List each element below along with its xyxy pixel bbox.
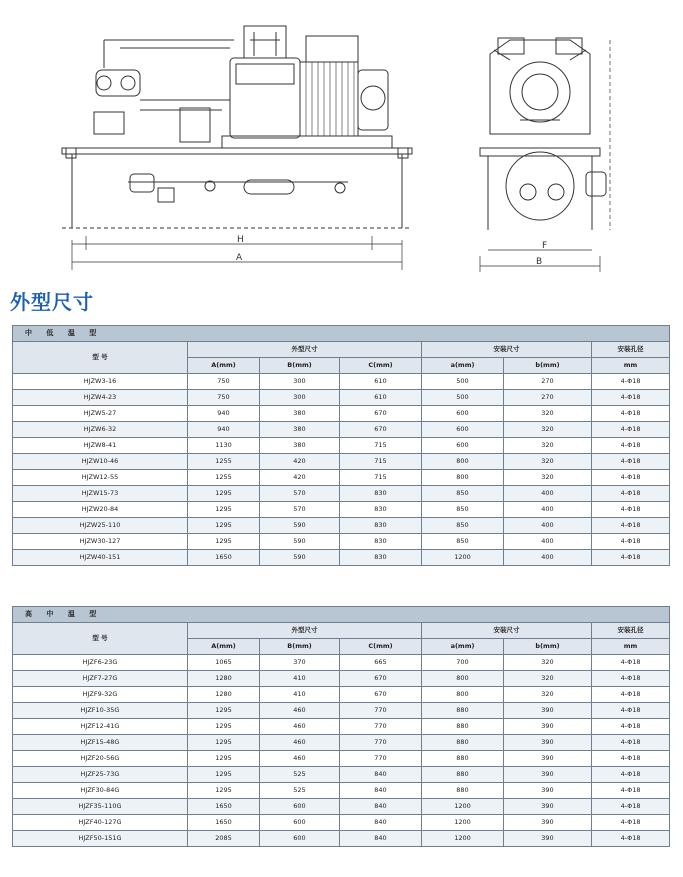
table-row — [13, 406, 670, 422]
value-cell: 4-Φ18 — [592, 831, 670, 847]
value-cell: 270 — [504, 374, 592, 390]
value-cell: 4-Φ18 — [592, 767, 670, 783]
value-cell: 1295 — [188, 502, 260, 518]
value-cell: 880 — [422, 703, 504, 719]
table-banner — [13, 326, 670, 342]
table-row — [13, 815, 670, 831]
value-cell: 770 — [340, 719, 422, 735]
value-cell: 410 — [260, 671, 340, 687]
value-cell: 1295 — [188, 751, 260, 767]
value-cell: 410 — [260, 687, 340, 703]
value-cell: 500 — [422, 374, 504, 390]
value-cell: 600 — [260, 831, 340, 847]
value-cell: 320 — [504, 470, 592, 486]
table-banner-label: 中 低 温 型 — [13, 326, 670, 342]
value-cell: 390 — [504, 719, 592, 735]
header-col: A(mm) — [188, 639, 260, 655]
value-cell: 390 — [504, 783, 592, 799]
value-cell: 850 — [422, 486, 504, 502]
table-row — [13, 671, 670, 687]
value-cell: 4-Φ18 — [592, 438, 670, 454]
value-cell: 600 — [422, 422, 504, 438]
header-model: 型 号 — [13, 623, 188, 655]
value-cell: 750 — [188, 374, 260, 390]
value-cell: 590 — [260, 518, 340, 534]
value-cell: 4-Φ18 — [592, 719, 670, 735]
table-row — [13, 422, 670, 438]
model-cell: HJZW5-27 — [13, 406, 188, 422]
header-col: mm — [592, 358, 670, 374]
table-row — [13, 502, 670, 518]
value-cell: 400 — [504, 534, 592, 550]
value-cell: 715 — [340, 438, 422, 454]
value-cell: 570 — [260, 502, 340, 518]
value-cell: 390 — [504, 735, 592, 751]
value-cell: 1200 — [422, 815, 504, 831]
header-install-dims: 安装尺寸 — [422, 342, 592, 358]
table-row — [13, 767, 670, 783]
header-col: B(mm) — [260, 639, 340, 655]
value-cell: 370 — [260, 655, 340, 671]
value-cell: 610 — [340, 390, 422, 406]
value-cell: 800 — [422, 470, 504, 486]
table-row — [13, 735, 670, 751]
value-cell: 1280 — [188, 687, 260, 703]
value-cell: 850 — [422, 502, 504, 518]
value-cell: 380 — [260, 422, 340, 438]
value-cell: 670 — [340, 422, 422, 438]
value-cell: 770 — [340, 751, 422, 767]
value-cell: 800 — [422, 687, 504, 703]
value-cell: 300 — [260, 374, 340, 390]
value-cell: 320 — [504, 406, 592, 422]
value-cell: 1295 — [188, 534, 260, 550]
value-cell: 610 — [340, 374, 422, 390]
value-cell: 850 — [422, 534, 504, 550]
value-cell: 840 — [340, 767, 422, 783]
model-cell: HJZF10-35G — [13, 703, 188, 719]
value-cell: 4-Φ18 — [592, 783, 670, 799]
model-cell: HJZW6-32 — [13, 422, 188, 438]
value-cell: 300 — [260, 390, 340, 406]
value-cell: 4-Φ18 — [592, 390, 670, 406]
value-cell: 830 — [340, 518, 422, 534]
value-cell: 600 — [260, 815, 340, 831]
header-col: mm — [592, 639, 670, 655]
model-cell: HJZF50-151G — [13, 831, 188, 847]
model-cell: HJZF30-84G — [13, 783, 188, 799]
model-cell: HJZF7-27G — [13, 671, 188, 687]
value-cell: 830 — [340, 550, 422, 566]
value-cell: 2085 — [188, 831, 260, 847]
table-row — [13, 374, 670, 390]
model-cell: HJZW40-151 — [13, 550, 188, 566]
table-row — [13, 687, 670, 703]
value-cell: 4-Φ18 — [592, 374, 670, 390]
value-cell: 4-Φ18 — [592, 502, 670, 518]
value-cell: 715 — [340, 470, 422, 486]
value-cell: 380 — [260, 438, 340, 454]
value-cell: 320 — [504, 454, 592, 470]
value-cell: 830 — [340, 534, 422, 550]
value-cell: 525 — [260, 783, 340, 799]
value-cell: 840 — [340, 831, 422, 847]
value-cell: 400 — [504, 486, 592, 502]
value-cell: 390 — [504, 703, 592, 719]
table-row — [13, 703, 670, 719]
table-header-row — [13, 342, 670, 358]
value-cell: 1200 — [422, 550, 504, 566]
value-cell: 4-Φ18 — [592, 486, 670, 502]
header-hole: 安装孔径 — [592, 342, 670, 358]
value-cell: 670 — [340, 406, 422, 422]
table-banner — [13, 607, 670, 623]
value-cell: 1255 — [188, 454, 260, 470]
value-cell: 850 — [422, 518, 504, 534]
table-row — [13, 783, 670, 799]
header-col: A(mm) — [188, 358, 260, 374]
value-cell: 320 — [504, 438, 592, 454]
value-cell: 770 — [340, 703, 422, 719]
model-cell: HJZW4-23 — [13, 390, 188, 406]
value-cell: 4-Φ18 — [592, 815, 670, 831]
value-cell: 1295 — [188, 767, 260, 783]
value-cell: 4-Φ18 — [592, 799, 670, 815]
value-cell: 1295 — [188, 783, 260, 799]
value-cell: 1650 — [188, 815, 260, 831]
value-cell: 390 — [504, 831, 592, 847]
value-cell: 390 — [504, 815, 592, 831]
value-cell: 400 — [504, 550, 592, 566]
header-col: b(mm) — [504, 639, 592, 655]
header-outer-dims: 外型尺寸 — [188, 623, 422, 639]
dimension-label-b: B — [536, 257, 543, 267]
table-row — [13, 719, 670, 735]
value-cell: 320 — [504, 655, 592, 671]
table-row — [13, 550, 670, 566]
model-cell: HJZW15-73 — [13, 486, 188, 502]
header-model: 型 号 — [13, 342, 188, 374]
value-cell: 320 — [504, 687, 592, 703]
value-cell: 590 — [260, 534, 340, 550]
spec-table-low-temp — [12, 325, 670, 566]
value-cell: 600 — [422, 438, 504, 454]
header-col: b(mm) — [504, 358, 592, 374]
model-cell: HJZF15-48G — [13, 735, 188, 751]
model-cell: HJZF25-73G — [13, 767, 188, 783]
value-cell: 600 — [260, 799, 340, 815]
value-cell: 665 — [340, 655, 422, 671]
value-cell: 390 — [504, 751, 592, 767]
model-cell: HJZF20-56G — [13, 751, 188, 767]
value-cell: 1130 — [188, 438, 260, 454]
value-cell: 1280 — [188, 671, 260, 687]
value-cell: 880 — [422, 751, 504, 767]
value-cell: 830 — [340, 486, 422, 502]
table-row — [13, 438, 670, 454]
table-header-row — [13, 623, 670, 639]
value-cell: 4-Φ18 — [592, 703, 670, 719]
dimension-label-h: H — [237, 235, 244, 245]
value-cell: 460 — [260, 751, 340, 767]
value-cell: 420 — [260, 454, 340, 470]
value-cell: 830 — [340, 502, 422, 518]
value-cell: 4-Φ18 — [592, 406, 670, 422]
table-row — [13, 390, 670, 406]
table-row — [13, 454, 670, 470]
value-cell: 390 — [504, 799, 592, 815]
value-cell: 270 — [504, 390, 592, 406]
value-cell: 1295 — [188, 719, 260, 735]
value-cell: 840 — [340, 799, 422, 815]
model-cell: HJZF9-32G — [13, 687, 188, 703]
value-cell: 460 — [260, 735, 340, 751]
table-row — [13, 831, 670, 847]
value-cell: 420 — [260, 470, 340, 486]
value-cell: 1065 — [188, 655, 260, 671]
value-cell: 400 — [504, 518, 592, 534]
value-cell: 600 — [422, 406, 504, 422]
table-row — [13, 534, 670, 550]
model-cell: HJZF6-23G — [13, 655, 188, 671]
value-cell: 4-Φ18 — [592, 518, 670, 534]
value-cell: 390 — [504, 767, 592, 783]
compressor-unit-drawing — [0, 0, 683, 280]
dimension-label-f: F — [542, 241, 548, 251]
value-cell: 1650 — [188, 550, 260, 566]
model-cell: HJZF40-127G — [13, 815, 188, 831]
model-cell: HJZW20-84 — [13, 502, 188, 518]
header-col: a(mm) — [422, 639, 504, 655]
value-cell: 800 — [422, 454, 504, 470]
table-row — [13, 518, 670, 534]
section-title: 外型尺寸 — [10, 290, 94, 314]
value-cell: 4-Φ18 — [592, 534, 670, 550]
value-cell: 590 — [260, 550, 340, 566]
value-cell: 840 — [340, 815, 422, 831]
value-cell: 1200 — [422, 799, 504, 815]
model-cell: HJZW25-110 — [13, 518, 188, 534]
value-cell: 1650 — [188, 799, 260, 815]
header-col: a(mm) — [422, 358, 504, 374]
value-cell: 880 — [422, 767, 504, 783]
value-cell: 1295 — [188, 735, 260, 751]
value-cell: 525 — [260, 767, 340, 783]
value-cell: 715 — [340, 454, 422, 470]
header-col: C(mm) — [340, 639, 422, 655]
value-cell: 4-Φ18 — [592, 735, 670, 751]
value-cell: 460 — [260, 719, 340, 735]
side-view — [480, 38, 610, 272]
value-cell: 750 — [188, 390, 260, 406]
header-hole: 安装孔径 — [592, 623, 670, 639]
value-cell: 700 — [422, 655, 504, 671]
value-cell: 4-Φ18 — [592, 422, 670, 438]
table-banner-label: 高 中 温 型 — [13, 607, 670, 623]
value-cell: 400 — [504, 502, 592, 518]
model-cell: HJZF12-41G — [13, 719, 188, 735]
value-cell: 940 — [188, 406, 260, 422]
model-cell: HJZW3-16 — [13, 374, 188, 390]
value-cell: 800 — [422, 671, 504, 687]
value-cell: 880 — [422, 783, 504, 799]
value-cell: 4-Φ18 — [592, 655, 670, 671]
dimension-label-a: A — [236, 253, 243, 263]
model-cell: HJZW10-46 — [13, 454, 188, 470]
value-cell: 570 — [260, 486, 340, 502]
value-cell: 1200 — [422, 831, 504, 847]
value-cell: 320 — [504, 671, 592, 687]
value-cell: 4-Φ18 — [592, 550, 670, 566]
table-row — [13, 470, 670, 486]
model-cell: HJZF35-110G — [13, 799, 188, 815]
header-col: C(mm) — [340, 358, 422, 374]
value-cell: 1295 — [188, 486, 260, 502]
table-row — [13, 799, 670, 815]
value-cell: 770 — [340, 735, 422, 751]
value-cell: 4-Φ18 — [592, 470, 670, 486]
value-cell: 500 — [422, 390, 504, 406]
value-cell: 460 — [260, 703, 340, 719]
value-cell: 1255 — [188, 470, 260, 486]
value-cell: 670 — [340, 687, 422, 703]
header-outer-dims: 外型尺寸 — [188, 342, 422, 358]
table-row — [13, 751, 670, 767]
value-cell: 940 — [188, 422, 260, 438]
value-cell: 1295 — [188, 518, 260, 534]
value-cell: 1295 — [188, 703, 260, 719]
value-cell: 880 — [422, 719, 504, 735]
table-row — [13, 486, 670, 502]
value-cell: 380 — [260, 406, 340, 422]
value-cell: 4-Φ18 — [592, 751, 670, 767]
value-cell: 4-Φ18 — [592, 671, 670, 687]
value-cell: 4-Φ18 — [592, 687, 670, 703]
value-cell: 4-Φ18 — [592, 454, 670, 470]
header-col: B(mm) — [260, 358, 340, 374]
model-cell: HJZW8-41 — [13, 438, 188, 454]
value-cell: 670 — [340, 671, 422, 687]
header-install-dims: 安装尺寸 — [422, 623, 592, 639]
model-cell: HJZW12-55 — [13, 470, 188, 486]
spec-table-high-temp — [12, 606, 670, 847]
value-cell: 840 — [340, 783, 422, 799]
front-view — [62, 26, 412, 270]
value-cell: 880 — [422, 735, 504, 751]
model-cell: HJZW30-127 — [13, 534, 188, 550]
value-cell: 320 — [504, 422, 592, 438]
table-row — [13, 655, 670, 671]
